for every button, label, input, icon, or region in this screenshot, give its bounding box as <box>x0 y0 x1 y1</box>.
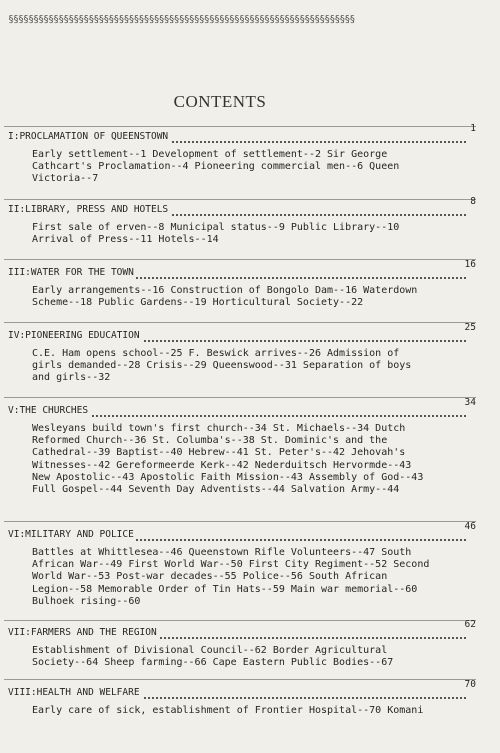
section-page-number: 70 <box>464 679 476 690</box>
section-heading <box>8 521 480 542</box>
divider <box>4 322 476 323</box>
header-border: §§§§§§§§§§§§§§§§§§§§§§§§§§§§§§§§§§§§§§§§§§§§§§§§§§§§§§§§§§§§§§§§§§§§§ <box>8 14 355 25</box>
contents-section <box>8 322 480 385</box>
page-title: CONTENTS <box>173 92 267 111</box>
contents-section <box>8 196 480 246</box>
section-title: III:WATER FOR THE TOWN <box>8 267 134 278</box>
section-page-number: 8 <box>470 196 476 207</box>
section-entries: C.E. Ham opens school--25 F. Beswick arrives--26 Admission of girls demanded--28 Crisis--29 Queenswood--31 Separation of boys and girls--32 <box>32 348 412 384</box>
contents-section <box>8 397 480 496</box>
contents-section <box>8 521 480 608</box>
section-title: VII:FARMERS AND THE REGION <box>8 627 157 638</box>
section-page-number: 1 <box>470 123 476 134</box>
divider <box>4 397 476 398</box>
section-page-number: 34 <box>464 397 476 408</box>
section-heading <box>8 679 480 700</box>
divider <box>4 126 476 127</box>
section-heading <box>8 322 480 343</box>
section-heading <box>8 397 480 418</box>
section-title: II:LIBRARY, PRESS AND HOTELS <box>8 204 169 215</box>
section-page-number: 16 <box>464 259 476 270</box>
contents-section <box>8 259 480 309</box>
section-page-number: 62 <box>464 619 476 630</box>
contents-section <box>8 123 480 186</box>
section-entries: Establishment of Divisional Council--62 Border Agricultural Society--64 Sheep farming--66 Cape Eastern Public Bodies--67 <box>32 645 394 669</box>
section-title: V:THE CHURCHES <box>8 405 89 416</box>
section-entries: First sale of erven--8 Municipal status--9 Public Library--10 Arrival of Press--11 Hotels--14 <box>32 222 400 246</box>
section-title: VI:MILITARY AND POLICE <box>8 529 134 540</box>
section-page-number: 25 <box>464 322 476 333</box>
divider <box>4 259 476 260</box>
section-page-number: 46 <box>464 521 476 532</box>
section-title: VIII:HEALTH AND WELFARE <box>8 687 140 698</box>
section-heading <box>8 196 480 217</box>
section-title: IV:PIONEERING EDUCATION <box>8 330 140 341</box>
section-heading <box>8 123 480 144</box>
divider <box>4 679 476 680</box>
section-entries: Wesleyans build town's first church--34 St. Michaels--34 Dutch Reformed Church--36 St. Columba's--38 St. Dominic's and the Cathedral--39 Baptist--40 Hebrew--41 St. Peter's--42 Jehovah's Witnesses--42 Gereformeerde Kerk--42 Nederduitsch Hervormde--43 New Apostolic--43 Apostolic Faith Mission--43 Assembly of God--43 Full Gospel--44 Seventh Day Adventists--44 Salvation Army--44 <box>32 423 424 496</box>
section-entries: Early arrangements--16 Construction of Bongolo Dam--16 Waterdown Scheme--18 Public Gardens--19 Horticultural Society--22 <box>32 285 418 309</box>
section-entries: Battles at Whittlesea--46 Queenstown Rifle Volunteers--47 South African War--49 First World War--50 First City Regiment--52 Second World War--53 Post-war decades--55 Police--56 South African Legion--58 Memorable Order of Tin Hats--59 Main war memorial--60 Bulhoek rising--60 <box>32 547 430 607</box>
section-heading <box>8 619 480 640</box>
divider <box>4 620 476 621</box>
section-entries: Early settlement--1 Development of settlement--2 Sir George Cathcart's Proclamation--4 Pioneering commercial men--6 Queen Victoria--7 <box>32 149 400 185</box>
section-title: I:PROCLAMATION OF QUEENSTOWN <box>8 131 169 142</box>
section-entries: Early care of sick, establishment of Frontier Hospital--70 Komani <box>32 705 424 716</box>
contents-section <box>8 679 480 717</box>
divider <box>4 199 476 200</box>
divider <box>4 521 476 522</box>
contents-section <box>8 619 480 669</box>
section-heading <box>8 259 480 280</box>
